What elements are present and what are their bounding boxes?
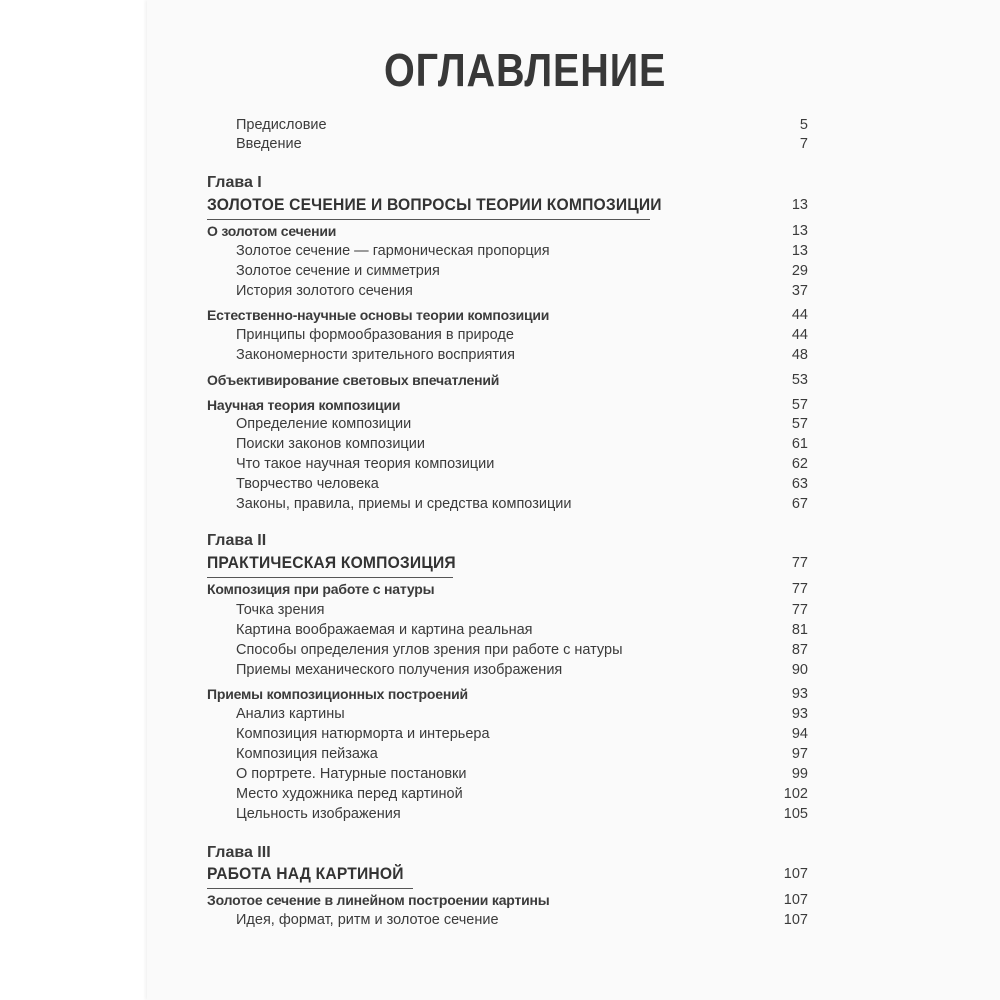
toc-entry-label: Поиски законов композиции bbox=[236, 436, 425, 452]
page-title: ОГЛАВЛЕНИЕ bbox=[384, 44, 667, 96]
chapter-title[interactable] bbox=[0, 553, 1000, 575]
front-matter-entry-label: Предисловие bbox=[236, 117, 327, 133]
toc-entry-page-number: 77 bbox=[791, 602, 808, 618]
chapter-divider-line bbox=[207, 577, 453, 578]
toc-entry-page-number: 87 bbox=[791, 642, 808, 658]
toc-entry[interactable] bbox=[0, 494, 1000, 514]
toc-entry-label: Что такое научная теория композиции bbox=[236, 456, 495, 472]
section-heading[interactable] bbox=[0, 395, 1000, 415]
toc-entry-page-number: 90 bbox=[791, 662, 808, 678]
chapter-title-label: ЗОЛОТОЕ СЕЧЕНИЕ И ВОПРОСЫ ТЕОРИИ КОМПОЗИЦИИ bbox=[207, 195, 662, 214]
section-heading-page-number: 44 bbox=[791, 307, 808, 323]
toc-entry-page-number: 107 bbox=[783, 912, 808, 928]
section-heading[interactable] bbox=[0, 579, 1000, 599]
toc-entry-page-number: 48 bbox=[791, 347, 808, 363]
toc-entry-page-number: 67 bbox=[791, 496, 808, 512]
toc-entry[interactable] bbox=[0, 241, 1000, 261]
section-heading[interactable] bbox=[0, 890, 1000, 910]
toc-entry-label: Точка зрения bbox=[236, 602, 325, 618]
section-heading-page-number: 53 bbox=[791, 372, 808, 388]
front-matter-entry-label: Введение bbox=[236, 136, 302, 152]
section-heading-label: О золотом сечении bbox=[207, 223, 337, 239]
chapter-label-label: Глава II bbox=[207, 532, 267, 549]
toc-entry-page-number: 13 bbox=[791, 243, 808, 259]
toc-entry-label: Творчество человека bbox=[236, 476, 379, 492]
section-heading-label: Объективирование световых впечатлений bbox=[207, 372, 500, 388]
toc-entry-page-number: 99 bbox=[791, 766, 808, 782]
toc-entry-page-number: 37 bbox=[791, 283, 808, 299]
toc-entry[interactable] bbox=[0, 910, 1000, 930]
section-heading-page-number: 13 bbox=[791, 223, 808, 239]
toc-entry[interactable] bbox=[0, 704, 1000, 724]
toc-entry-page-number: 97 bbox=[791, 746, 808, 762]
section-heading-label: Золотое сечение в линейном построении картины bbox=[207, 892, 550, 908]
toc-entry[interactable] bbox=[0, 764, 1000, 784]
toc-entry-page-number: 63 bbox=[791, 476, 808, 492]
chapter-label[interactable] bbox=[0, 531, 1000, 551]
chapter-divider-line bbox=[207, 219, 650, 220]
section-heading-label: Научная теория композиции bbox=[207, 397, 401, 413]
section-heading-page-number: 107 bbox=[783, 892, 808, 908]
toc-entry-label: Место художника перед картиной bbox=[236, 786, 463, 802]
toc-entry-page-number: 81 bbox=[791, 622, 808, 638]
toc-entry-label: Способы определения углов зрения при работе с натуры bbox=[236, 642, 623, 658]
toc-entry[interactable] bbox=[0, 345, 1000, 365]
toc-entry-label: Композиция пейзажа bbox=[236, 746, 378, 762]
toc-entry-label: Законы, правила, приемы и средства композиции bbox=[236, 496, 572, 512]
section-heading-label: Естественно-научные основы теории композиции bbox=[207, 307, 550, 323]
front-matter-entry[interactable] bbox=[0, 115, 1000, 135]
front-matter-entry[interactable] bbox=[0, 134, 1000, 154]
toc-entry-label: Картина воображаемая и картина реальная bbox=[236, 622, 533, 638]
toc-entry-page-number: 61 bbox=[791, 436, 808, 452]
section-heading[interactable] bbox=[0, 370, 1000, 390]
toc-entry[interactable] bbox=[0, 261, 1000, 281]
toc-entry[interactable] bbox=[0, 434, 1000, 454]
toc-entry-page-number: 102 bbox=[783, 786, 808, 802]
toc-entry[interactable] bbox=[0, 640, 1000, 660]
toc-entry[interactable] bbox=[0, 474, 1000, 494]
section-heading[interactable] bbox=[0, 221, 1000, 241]
toc-entry[interactable] bbox=[0, 454, 1000, 474]
section-heading-page-number: 57 bbox=[791, 397, 808, 413]
section-heading-page-number: 93 bbox=[791, 686, 808, 702]
chapter-label[interactable] bbox=[0, 173, 1000, 193]
toc-entry[interactable] bbox=[0, 784, 1000, 804]
toc-entry-page-number: 93 bbox=[791, 706, 808, 722]
toc-entry[interactable] bbox=[0, 744, 1000, 764]
chapter-title-label: ПРАКТИЧЕСКАЯ КОМПОЗИЦИЯ bbox=[207, 553, 456, 572]
toc-entry-page-number: 44 bbox=[791, 327, 808, 343]
toc-entry-label: Анализ картины bbox=[236, 706, 345, 722]
toc-entry-label: Цельность изображения bbox=[236, 806, 401, 822]
chapter-title[interactable] bbox=[0, 864, 1000, 886]
toc-entry-label: История золотого сечения bbox=[236, 283, 413, 299]
section-heading-label: Композиция при работе с натуры bbox=[207, 581, 435, 597]
toc-entry[interactable] bbox=[0, 724, 1000, 744]
section-heading[interactable] bbox=[0, 305, 1000, 325]
section-heading-page-number: 77 bbox=[791, 581, 808, 597]
toc-entry-label: Закономерности зрительного восприятия bbox=[236, 347, 515, 363]
toc-entry-label: О портрете. Натурные постановки bbox=[236, 766, 467, 782]
section-heading[interactable] bbox=[0, 684, 1000, 704]
chapter-label[interactable] bbox=[0, 843, 1000, 863]
toc-entry-label: Золотое сечение — гармоническая пропорция bbox=[236, 243, 550, 259]
toc-entry[interactable] bbox=[0, 660, 1000, 680]
toc-entry-label: Принципы формообразования в природе bbox=[236, 327, 514, 343]
toc-entry-label: Идея, формат, ритм и золотое сечение bbox=[236, 912, 499, 928]
chapter-divider-line bbox=[207, 888, 413, 889]
chapter-title-page-number: 107 bbox=[783, 866, 808, 882]
toc-entry[interactable] bbox=[0, 620, 1000, 640]
front-matter-entry-page-number: 7 bbox=[799, 136, 808, 152]
toc-entry-label: Композиция натюрморта и интерьера bbox=[236, 726, 490, 742]
toc-entry-label: Приемы механического получения изображения bbox=[236, 662, 563, 678]
front-matter-entry-page-number: 5 bbox=[799, 117, 808, 133]
toc-entry[interactable] bbox=[0, 325, 1000, 345]
toc-entry-page-number: 62 bbox=[791, 456, 808, 472]
toc-entry-page-number: 29 bbox=[791, 263, 808, 279]
chapter-title[interactable] bbox=[0, 195, 1000, 217]
toc-entry-page-number: 94 bbox=[791, 726, 808, 742]
toc-entry-page-number: 105 bbox=[783, 806, 808, 822]
toc-entry[interactable] bbox=[0, 600, 1000, 620]
toc-entry[interactable] bbox=[0, 281, 1000, 301]
chapter-title-page-number: 13 bbox=[791, 197, 808, 213]
toc-entry[interactable] bbox=[0, 804, 1000, 824]
chapter-label-label: Глава I bbox=[207, 174, 262, 191]
chapter-title-label: РАБОТА НАД КАРТИНОЙ bbox=[207, 864, 404, 883]
toc-entry-label: Определение композиции bbox=[236, 416, 412, 432]
toc-entry[interactable] bbox=[0, 414, 1000, 434]
toc-entry-page-number: 57 bbox=[791, 416, 808, 432]
section-heading-label: Приемы композиционных построений bbox=[207, 686, 468, 702]
toc-entry-label: Золотое сечение и симметрия bbox=[236, 263, 440, 279]
chapter-label-label: Глава III bbox=[207, 844, 271, 861]
chapter-title-page-number: 77 bbox=[791, 555, 808, 571]
